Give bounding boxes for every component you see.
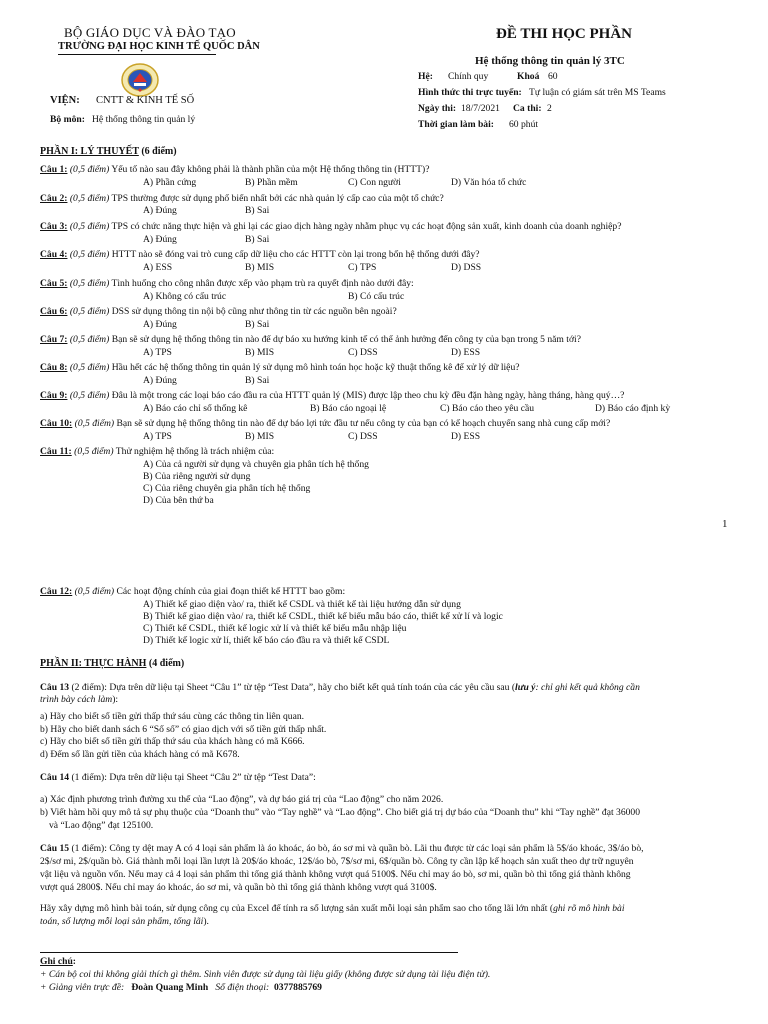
question-points: (0,5 điểm): [74, 446, 114, 457]
part2-points: (4 điểm): [148, 658, 185, 669]
option: B) Sai: [245, 319, 270, 330]
question-13-note: [40, 694, 118, 705]
question-text: DSS sử dụng thông tin nội bộ cũng như thông tin từ các nguồn bên ngoài?: [111, 306, 397, 317]
part1-points: (6 điểm): [141, 146, 177, 157]
question-6: [40, 306, 397, 317]
phone-number: 0377885769: [273, 982, 322, 993]
option: D) ESS: [451, 431, 481, 442]
option: D) Văn hóa tổ chức: [451, 177, 527, 188]
question-label: Câu 13: [40, 682, 70, 693]
task-text: Hãy xây dựng mô hình bài toán, sử dụng công cụ của Excel để tính ra số lượng sản xuất mỗi loại sản phẩm sao cho tổng lãi lớn nhất (: [40, 903, 554, 914]
duration-label: Thời gian làm bài:: [418, 119, 494, 130]
question-text: HTTT nào sẽ đóng vai trò cung cấp dữ liệu cho các HTTT còn lại trong bốn hệ thống dưới đây?: [111, 249, 480, 260]
option: B) Phần mềm: [245, 177, 298, 188]
option: C) Của riêng chuyên gia phân tích hệ thống: [143, 483, 311, 494]
institute-value: CNTT & KINH TẾ SỐ: [96, 95, 195, 106]
option: A) Không có cấu trúc: [143, 291, 227, 302]
option: A) ESS: [143, 262, 173, 273]
shift-label: Ca thi:: [513, 103, 542, 114]
question-text: TPS thường được sử dụng phổ biến nhất bởi các nhà quản lý cấp cao của một tổ chức?: [111, 193, 444, 204]
question-text: Thử nghiệm hệ thống là trách nhiệm của:: [115, 446, 275, 457]
question-label: Câu 10:: [40, 418, 73, 429]
part2-title: PHẦN II: THỰC HÀNH: [40, 658, 147, 669]
part1-title: PHẦN I: LÝ THUYẾT: [40, 146, 139, 157]
option: A) Đúng: [143, 205, 177, 216]
question-4: [40, 249, 480, 260]
question-text: TPS có chức năng thực hiện và ghi lại các giao dịch hàng ngày nhằm phục vụ các hoạt động sản xuất, kinh doanh của doanh nghiệp?: [111, 221, 622, 232]
option: B) Của riêng người sử dụng: [143, 471, 251, 482]
q14-item-b: b) Viết hàm hồi quy mô tả sự phụ thuộc của “Doanh thu” vào “Tay nghề” và “Lao động”. Cho biết giá trị dự báo của “Doanh thu” khi “Tay nghề” đạt 36000: [40, 807, 641, 818]
question-points: (0,5 điểm): [74, 586, 115, 597]
option: B) MIS: [245, 262, 275, 273]
duration-value: 60 phút: [509, 119, 539, 130]
question-9: [40, 390, 624, 401]
option: D) Của bên thứ ba: [143, 495, 214, 506]
task-note: ghi rõ mô hình bài: [553, 903, 625, 914]
question-text: Hầu hết các hệ thống thông tin quản lý sử dụng mô hình toán học hoặc kỹ thuật thống kê để xử lý dữ liệu?: [111, 362, 520, 373]
footer-note-1: + Cán bộ coi thi không giải thích gì thêm. Sinh viên được sử dụng tài liệu giấy (không được sử dụng tài liệu điện tử).: [40, 969, 491, 980]
question-text: Yếu tố nào sau đây không phải là thành phần của một Hệ thống thông tin (HTTT)?: [111, 164, 430, 175]
format-label: Hình thức thi trực tuyến:: [418, 87, 522, 98]
question-label: Câu 12:: [40, 586, 73, 597]
phone-label: Số điện thoại:: [215, 982, 270, 993]
exam-title: ĐỀ THI HỌC PHẦN: [496, 26, 632, 42]
footer-divider: [40, 952, 458, 953]
option: A) Đúng: [143, 234, 177, 245]
q15-task: [40, 903, 625, 914]
page-number: 1: [722, 518, 728, 530]
question-13: [40, 682, 640, 693]
question-text: Dựa trên dữ liệu tại Sheet “Câu 1” từ tệp “Test Data”, hãy cho biết kết quả tính toán của các yêu cầu sau (: [109, 682, 516, 693]
q13-item-a: a) Hãy cho biết số tiền gửi thấp thứ sáu cùng các thông tin liên quan.: [40, 711, 305, 722]
question-label: Câu 9:: [40, 390, 68, 401]
question-text: Dựa trên dữ liệu tại Sheet “Câu 2” từ tệp “Test Data”:: [109, 772, 316, 783]
question-label: Câu 1:: [40, 164, 68, 175]
option: A) Đúng: [143, 319, 177, 330]
question-label: Câu 5:: [40, 278, 68, 289]
exam-subject: Hệ thống thông tin quản lý 3TC: [475, 55, 625, 67]
option: C) Thiết kế CSDL, thiết kế logic xử lí và thiết kế biểu mẫu nhập liệu: [143, 623, 407, 634]
question-points: (1 điểm):: [71, 772, 107, 783]
question-12: [40, 586, 345, 597]
question-label: Câu 4:: [40, 249, 68, 260]
question-text: Các hoạt động chính của giai đoạn thiết kế HTTT bao gồm:: [116, 586, 346, 597]
option: B) Báo cáo ngoại lệ: [310, 403, 387, 414]
question-15: [40, 843, 644, 854]
date-label: Ngày thi:: [418, 103, 457, 114]
question-points: (0,5 điểm): [69, 249, 110, 260]
question-1: [40, 164, 429, 175]
question-label: Câu 8:: [40, 362, 68, 373]
option: D) Thiết kế logic xử lí, thiết kế báo cáo đầu ra và thiết kế CSDL: [143, 635, 390, 646]
question-points: (0,5 điểm): [69, 334, 110, 345]
question-text: Đâu là một trong các loại báo cáo đầu ra của HTTT quản lý (MIS) được lập theo chu kỳ đều đặn hàng ngày, hàng tháng, hàng quý…?: [111, 390, 625, 401]
option: A) Thiết kế giao diện vào/ ra, thiết kế CSDL và thiết kế tài liệu hướng dẫn sử dụng: [143, 599, 461, 610]
option: B) Có cấu trúc: [348, 291, 405, 302]
question-label: Câu 14: [40, 772, 70, 783]
q13-item-c: c) Hãy cho biết số tiền gửi thấp thứ sáu của khách hàng có mã K666.: [40, 736, 305, 747]
ministry-name: BỘ GIÁO DỤC VÀ ĐÀO TẠO: [64, 25, 236, 40]
university-name: TRƯỜNG ĐẠI HỌC KINH TẾ QUỐC DÂN: [58, 41, 260, 52]
date-value: 18/7/2021: [461, 103, 500, 114]
format-value: Tự luận có giám sát trên MS Teams: [529, 87, 666, 98]
option: C) Con người: [348, 177, 401, 188]
question-label: Câu 6:: [40, 306, 68, 317]
option: C) DSS: [348, 431, 378, 442]
note-end: ):: [112, 694, 119, 705]
task-note-line2: toán, số lượng mỗi loại sản phẩm, tổng lãi: [40, 916, 204, 927]
question-points: (0,5 điểm): [69, 306, 110, 317]
option: D) ESS: [451, 347, 481, 358]
task-end: ).: [203, 916, 209, 927]
course-value: 60: [548, 71, 558, 82]
part1-heading: [40, 146, 177, 158]
q14-item-b-cont: và “Lao động” đạt 125100.: [49, 820, 154, 831]
question-points: (0,5 điểm): [69, 362, 110, 373]
footer-note-2: [40, 982, 322, 993]
question-text: Bạn sẽ sử dụng hệ thống thông tin nào để dự báo lợi tức đầu tư nếu công ty của bạn có kế hoạch chuyển sang nhà cung cấp mới?: [116, 418, 611, 429]
note-heading: [40, 956, 76, 967]
note2-prefix: + Giảng viên trực đề:: [40, 982, 125, 993]
question-points: (0,5 điểm): [69, 390, 110, 401]
question-points: (0,5 điểm): [69, 278, 110, 289]
option: B) Sai: [245, 234, 270, 245]
institute-label: VIỆN:: [50, 95, 80, 106]
option: A) Báo cáo chỉ số thống kê: [143, 403, 248, 414]
q15-line-3: vật liệu và nguồn vốn. Nếu may cả 4 loại sản phẩm thì tổng giá thành không vượt quá 5100$. Nếu chỉ may áo bò, sơ mi, quần bò thì tổng giá thành không: [40, 869, 631, 880]
university-logo: [120, 62, 160, 98]
option: C) DSS: [348, 347, 378, 358]
question-label: Câu 15: [40, 843, 70, 854]
question-points: (0,5 điểm): [69, 221, 110, 232]
q13-item-b: b) Hãy cho biết danh sách 6 “Số sổ” có giao dịch với số tiền gửi thấp nhất.: [40, 724, 327, 735]
question-7: [40, 334, 581, 345]
q15-task-cont: [40, 916, 209, 927]
option: B) Thiết kế giao diện vào/ ra, thiết kế CSDL, thiết kế biểu mẫu báo cáo, thiết kế xử lí và logic: [143, 611, 503, 622]
note-text-line2: trình bày cách làm: [40, 694, 113, 705]
question-text: Tình huống cho công nhân được xếp vào phạm trù ra quyết định nào dưới đây:: [111, 278, 414, 289]
note-text: : chỉ ghi kết quả không cần: [535, 682, 640, 693]
question-text: Bạn sẽ sử dụng hệ thống thông tin nào để dự báo xu hướng kinh tế có thể ảnh hưởng đến công ty của bạn trong 5 năm tới?: [111, 334, 581, 345]
q13-item-d: d) Đếm số lần gửi tiền của khách hàng có mã K678.: [40, 749, 240, 760]
question-points: (0,5 điểm): [74, 418, 115, 429]
note-label: lưu ý: [515, 682, 536, 693]
question-label: Câu 7:: [40, 334, 68, 345]
dept-value: Hệ thống thông tin quản lý: [92, 114, 196, 125]
option: A) Của cả người sử dụng và chuyên gia phân tích hệ thống: [143, 459, 369, 470]
question-label: Câu 11:: [40, 446, 72, 457]
system-label: Hệ:: [418, 71, 433, 82]
option: A) TPS: [143, 431, 172, 442]
question-points: (0,5 điểm): [69, 193, 110, 204]
question-14: [40, 772, 316, 783]
option: A) Phần cứng: [143, 177, 197, 188]
question-points: (0,5 điểm): [69, 164, 110, 175]
question-text: Công ty dệt may A có 4 loại sản phẩm là áo khoác, áo bò, áo sơ mi và quần bò. Lãi thu được từ các loại sản phẩm là 5$/áo khoác, 3$/áo bò,: [109, 843, 644, 854]
course-label: Khoá: [517, 71, 540, 82]
option: A) TPS: [143, 347, 172, 358]
option: A) Đúng: [143, 375, 177, 386]
question-points: (2 điểm):: [71, 682, 107, 693]
option: B) Sai: [245, 375, 270, 386]
option: B) MIS: [245, 347, 275, 358]
lecturer-name: Đoàn Quang Minh: [131, 982, 209, 993]
system-value: Chính quy: [448, 71, 489, 82]
question-label: Câu 3:: [40, 221, 68, 232]
option: C) Báo cáo theo yêu cầu: [440, 403, 535, 414]
option: C) TPS: [348, 262, 377, 273]
dept-label: Bộ môn:: [50, 114, 85, 125]
note-colon: :: [72, 956, 76, 967]
question-2: [40, 193, 444, 204]
option: B) MIS: [245, 431, 275, 442]
question-label: Câu 2:: [40, 193, 68, 204]
question-3: [40, 221, 621, 232]
header-underline: [58, 54, 216, 55]
q14-item-a: a) Xác định phương trình đường xu thế của “Lao động”, và dự báo giá trị của “Lao động” cho năm 2026.: [40, 794, 444, 805]
shift-value: 2: [547, 103, 552, 114]
part2-heading: [40, 658, 184, 670]
q15-line-2: 2$/sơ mi, 2$/quần bò. Giá thành mỗi loại lần lượt là 20$/áo khoác, 12$/áo bò, 7$/sơ mi, 6$/quần bò. Công ty cần lập kế hoạch sản xuất theo dự trữ nguyên: [40, 856, 634, 867]
question-5: [40, 278, 414, 289]
option: D) Báo cáo định kỳ: [595, 403, 671, 414]
question-11: [40, 446, 274, 457]
q15-line-4: vượt quá 2800$. Nếu chỉ may áo khoác, áo sơ mi, và quần bò thì tổng giá thành không vượt quá 3100$.: [40, 882, 437, 893]
option: B) Sai: [245, 205, 270, 216]
note-title: Ghi chú: [40, 956, 73, 967]
question-10: [40, 418, 610, 429]
question-8: [40, 362, 520, 373]
question-points: (1 điểm):: [71, 843, 107, 854]
option: D) DSS: [451, 262, 482, 273]
